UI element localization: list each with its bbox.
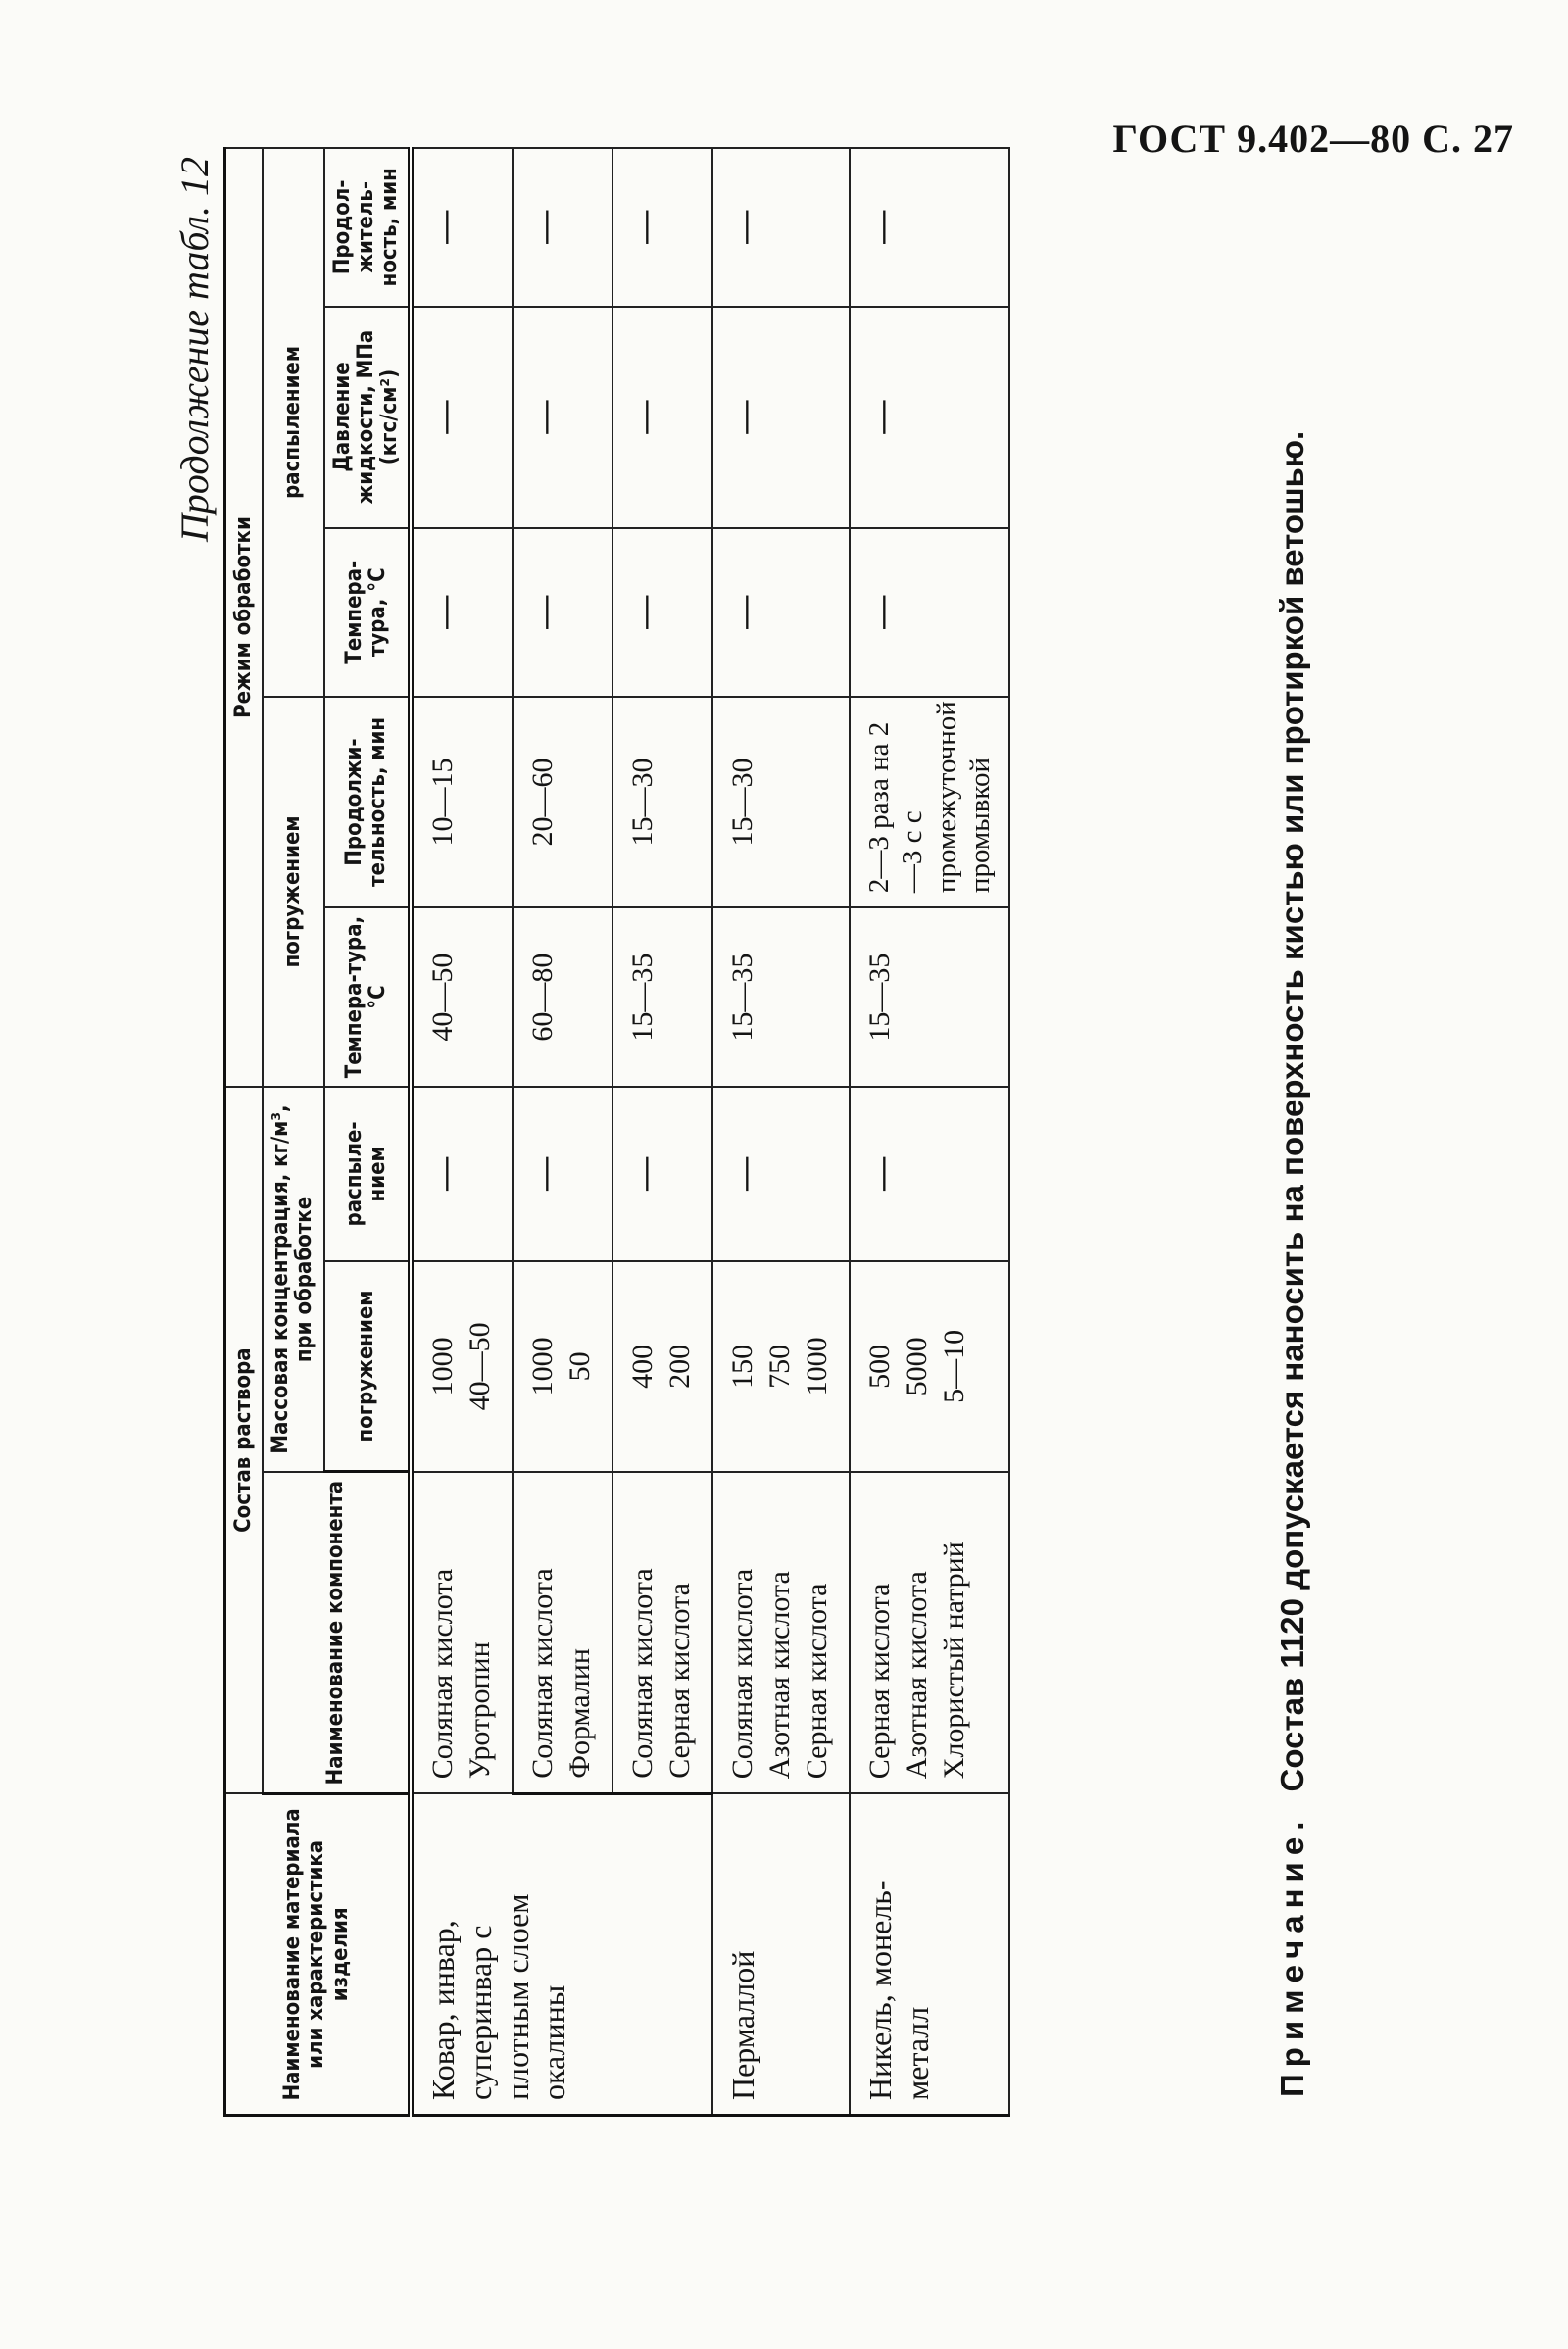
component-name: Хлористый натрий bbox=[938, 1542, 971, 1780]
spray-temp-cell: — bbox=[513, 528, 612, 697]
spray-conc-cell: — bbox=[513, 1087, 612, 1261]
immersion-temp-cell: 15—35 bbox=[850, 907, 1009, 1087]
components-cell bbox=[411, 1472, 513, 1793]
header-liquid-pressure: Давление жидкости, МПа (кгс/см²) bbox=[324, 307, 412, 528]
conc-value: 40—50 bbox=[464, 1322, 497, 1411]
immersion-duration-cell: 15—30 bbox=[612, 697, 712, 907]
immersion-duration-cell: 2—3 раза на 2—3 с с промежуточной промывкой bbox=[850, 697, 1009, 907]
component-name: Серная кислота bbox=[801, 1583, 834, 1780]
table-body bbox=[411, 148, 1009, 2116]
components-cell bbox=[850, 1472, 1009, 1793]
table-row bbox=[712, 148, 850, 2116]
conc-value: 5—10 bbox=[938, 1329, 971, 1403]
conc-value: 1000 bbox=[526, 1337, 560, 1396]
component-name: Серная кислота bbox=[863, 1583, 897, 1780]
spray-temp-cell: — bbox=[612, 528, 712, 697]
header-solution-composition: Состав раствора bbox=[225, 1087, 264, 1793]
material-cell: Ковар, инвар, суперинвар с плотным слоем окалины bbox=[411, 1793, 712, 2115]
page-header: ГОСТ 9.402—80 С. 27 bbox=[1112, 117, 1514, 161]
note-text: Состав 1120 допускается наносить на поверхность кистью или протиркой ветошью. bbox=[1274, 430, 1310, 1792]
material-cell: Никель, монель-металл bbox=[850, 1793, 1009, 2115]
table-row bbox=[850, 148, 1009, 2116]
spray-pressure-cell: — bbox=[612, 307, 712, 528]
component-name: Соляная кислота bbox=[726, 1568, 760, 1780]
table-row bbox=[411, 148, 513, 2116]
header-spray-conc: распыле-нием bbox=[324, 1087, 412, 1261]
immersion-duration-cell: 10—15 bbox=[411, 697, 513, 907]
immersion-duration-cell: 15—30 bbox=[712, 697, 850, 907]
component-name: Азотная кислота bbox=[763, 1571, 797, 1780]
conc-value: 1000 bbox=[801, 1337, 834, 1396]
conc-value: 50 bbox=[564, 1351, 597, 1382]
table-note bbox=[1274, 137, 1311, 2097]
conc-value: 200 bbox=[663, 1344, 697, 1389]
components-cell bbox=[712, 1472, 850, 1793]
immersion-conc-cell bbox=[612, 1261, 712, 1472]
note-label: Примечание. bbox=[1274, 1814, 1310, 2097]
table-caption: Продолжение табл. 12 bbox=[172, 157, 217, 543]
immersion-conc-cell bbox=[850, 1261, 1009, 1472]
immersion-temp-cell: 60—80 bbox=[513, 907, 612, 1087]
spray-duration-cell: — bbox=[513, 148, 612, 307]
conc-value: 1000 bbox=[426, 1337, 460, 1396]
spray-pressure-cell: — bbox=[513, 307, 612, 528]
spray-temp-cell: — bbox=[411, 528, 513, 697]
conc-value: 5000 bbox=[901, 1337, 934, 1396]
component-name: Формалин bbox=[564, 1648, 597, 1779]
component-name: Уротропин bbox=[464, 1641, 497, 1780]
component-name: Соляная кислота bbox=[526, 1568, 560, 1779]
header-immersion-duration: Продолжи-тельность, мин bbox=[324, 697, 412, 907]
header-by-immersion: погружением bbox=[263, 697, 323, 1087]
conc-value: 400 bbox=[626, 1344, 660, 1389]
spray-duration-cell: — bbox=[850, 148, 1009, 307]
spray-pressure-cell: — bbox=[850, 307, 1009, 528]
material-cell: Пермаллой bbox=[712, 1793, 850, 2115]
header-spray-temperature: Темпера-тура, °С bbox=[324, 528, 412, 697]
component-name: Серная кислота bbox=[663, 1583, 697, 1779]
components-cell bbox=[612, 1472, 712, 1793]
table-header bbox=[225, 148, 412, 2116]
spray-temp-cell: — bbox=[850, 528, 1009, 697]
header-spray-duration: Продол-житель-ность, мин bbox=[324, 148, 412, 307]
conc-value: 750 bbox=[763, 1344, 797, 1389]
component-name: Азотная кислота bbox=[901, 1571, 934, 1780]
spray-pressure-cell: — bbox=[411, 307, 513, 528]
spray-conc-cell: — bbox=[411, 1087, 513, 1261]
immersion-temp-cell: 15—35 bbox=[712, 907, 850, 1087]
header-immersion-conc: погружением bbox=[324, 1261, 412, 1472]
conc-value: 150 bbox=[726, 1344, 760, 1389]
immersion-duration-cell: 20—60 bbox=[513, 697, 612, 907]
immersion-temp-cell: 15—35 bbox=[612, 907, 712, 1087]
header-material: Наименование материала или характеристика изделия bbox=[225, 1793, 412, 2115]
rotated-table-page bbox=[167, 118, 1382, 2117]
spray-duration-cell: — bbox=[712, 148, 850, 307]
spray-conc-cell: — bbox=[850, 1087, 1009, 1261]
spray-duration-cell: — bbox=[411, 148, 513, 307]
header-mass-concentration: Массовая концентрация, кг/м³, при обработке bbox=[263, 1087, 323, 1472]
spray-conc-cell: — bbox=[712, 1087, 850, 1261]
spray-temp-cell: — bbox=[712, 528, 850, 697]
component-name: Соляная кислота bbox=[426, 1568, 460, 1780]
components-cell bbox=[513, 1472, 612, 1793]
immersion-conc-cell bbox=[712, 1261, 850, 1472]
header-by-spraying: распылением bbox=[263, 148, 323, 697]
conc-value: 500 bbox=[863, 1344, 897, 1389]
immersion-temp-cell: 40—50 bbox=[411, 907, 513, 1087]
spray-conc-cell: — bbox=[612, 1087, 712, 1261]
header-immersion-temperature: Темпера-тура, °С bbox=[324, 907, 412, 1087]
header-processing-mode: Режим обработки bbox=[225, 148, 264, 1087]
immersion-conc-cell bbox=[411, 1261, 513, 1472]
composition-table bbox=[223, 147, 1010, 2117]
spray-pressure-cell: — bbox=[712, 307, 850, 528]
immersion-conc-cell bbox=[513, 1261, 612, 1472]
component-name: Соляная кислота bbox=[626, 1568, 660, 1779]
header-component-name: Наименование компонента bbox=[263, 1472, 411, 1793]
spray-duration-cell: — bbox=[612, 148, 712, 307]
